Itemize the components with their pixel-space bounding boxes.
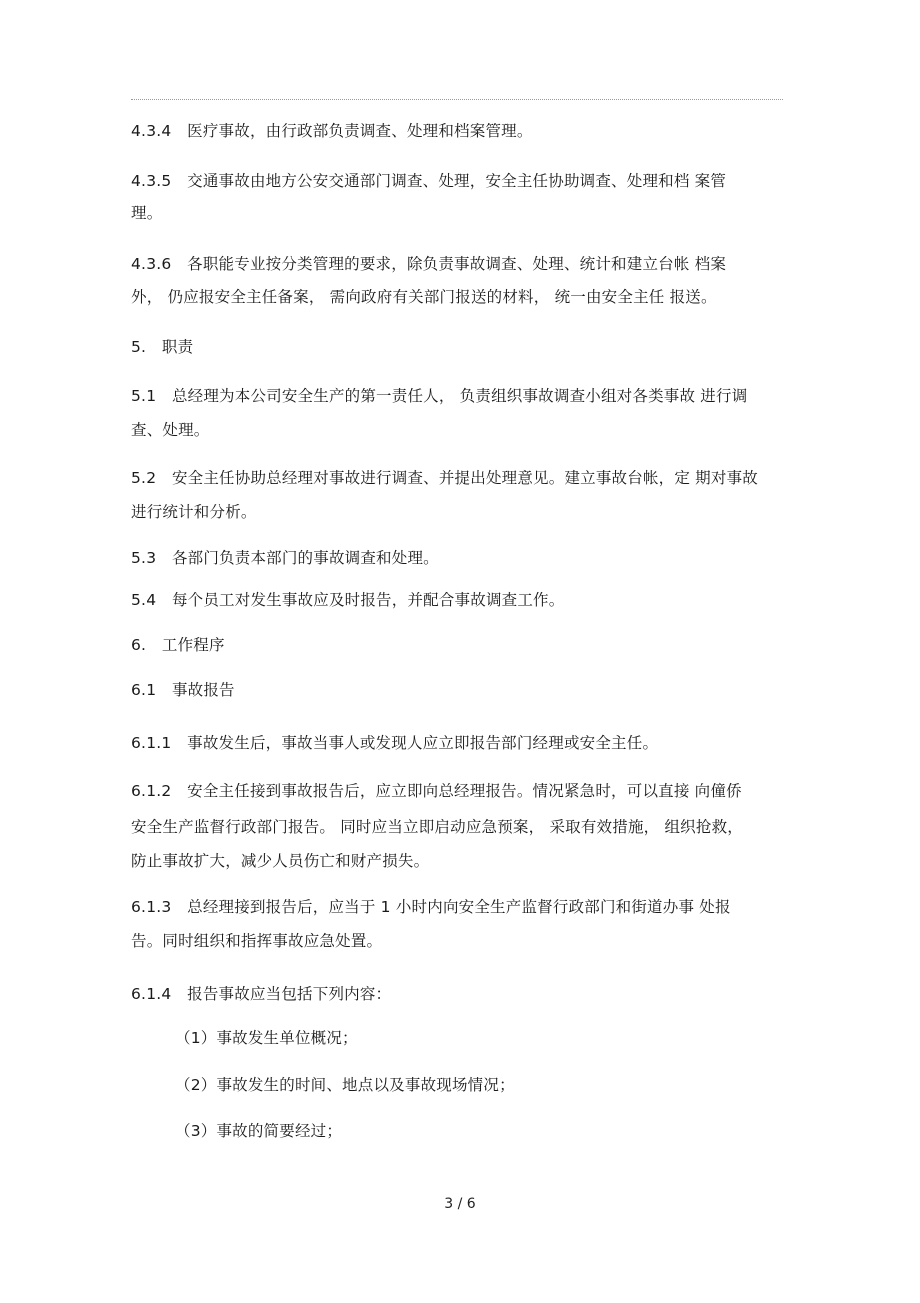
section-5-1-cont: 查、处理。 [131, 421, 210, 439]
section-6-1-4: 6.1.4 报告事故应当包括下列内容： [131, 985, 392, 1003]
header-divider [131, 99, 783, 100]
section-6-1-3-cont: 告。同时组织和指挥事故应急处置。 [131, 932, 383, 950]
section-5-4: 5.4 每个员工对发生事故应及时报告，并配合事故调查工作。 [131, 591, 565, 609]
heading-5-duties: 5. 职责 [131, 338, 194, 356]
section-4-3-6: 4.3.6 各职能专业按分类管理的要求，除负责事故调查、处理、统计和建立台帐 档案 [131, 255, 727, 273]
section-5-3: 5.3 各部门负责本部门的事故调查和处理。 [131, 549, 439, 567]
section-4-3-4: 4.3.4 医疗事故，由行政部负责调查、处理和档案管理。 [131, 122, 533, 140]
section-6-1-2-cont1: 安全生产监督行政部门报告。 同时应当立即启动应急预案， 采取有效措施， 组织抢救， [131, 818, 743, 836]
section-4-3-5: 4.3.5 交通事故由地方公安交通部门调查、处理，安全主任协助调查、处理和档 案管 [131, 172, 727, 190]
section-6-1-2-cont2: 防止事故扩大，减少人员伤亡和财产损失。 [131, 852, 430, 870]
page-number: 3 / 6 [444, 1196, 476, 1212]
heading-6-1-report: 6.1 事故报告 [131, 681, 235, 699]
list-item-1: （1）事故发生单位概况； [175, 1029, 358, 1047]
section-5-1: 5.1 总经理为本公司安全生产的第一责任人， 负责组织事故调查小组对各类事故 进行调 [131, 387, 748, 405]
section-6-1-3: 6.1.3 总经理接到报告后，应当于 1 小时内向安全生产监督行政部门和街道办事 处报 [131, 898, 731, 916]
section-4-3-5-cont: 理。 [131, 204, 163, 222]
section-6-1-2: 6.1.2 安全主任接到事故报告后，应立即向总经理报告。情况紧急时，可以直接 向僮侨 [131, 782, 742, 800]
section-5-2-cont: 进行统计和分析。 [131, 503, 257, 521]
list-item-2: （2）事故发生的时间、地点以及事故现场情况； [175, 1076, 515, 1094]
section-5-2: 5.2 安全主任协助总经理对事故进行调查、并提出处理意见。建立事故台帐，定 期对事故 [131, 469, 758, 487]
section-4-3-6-cont: 外， 仍应报安全主任备案， 需向政府有关部门报送的材料， 统一由安全主任 报送。 [131, 288, 717, 306]
list-item-3: （3）事故的简要经过； [175, 1122, 343, 1140]
section-6-1-1: 6.1.1 事故发生后，事故当事人或发现人应立即报告部门经理或安全主任。 [131, 734, 659, 752]
heading-6-procedure: 6. 工作程序 [131, 636, 225, 654]
